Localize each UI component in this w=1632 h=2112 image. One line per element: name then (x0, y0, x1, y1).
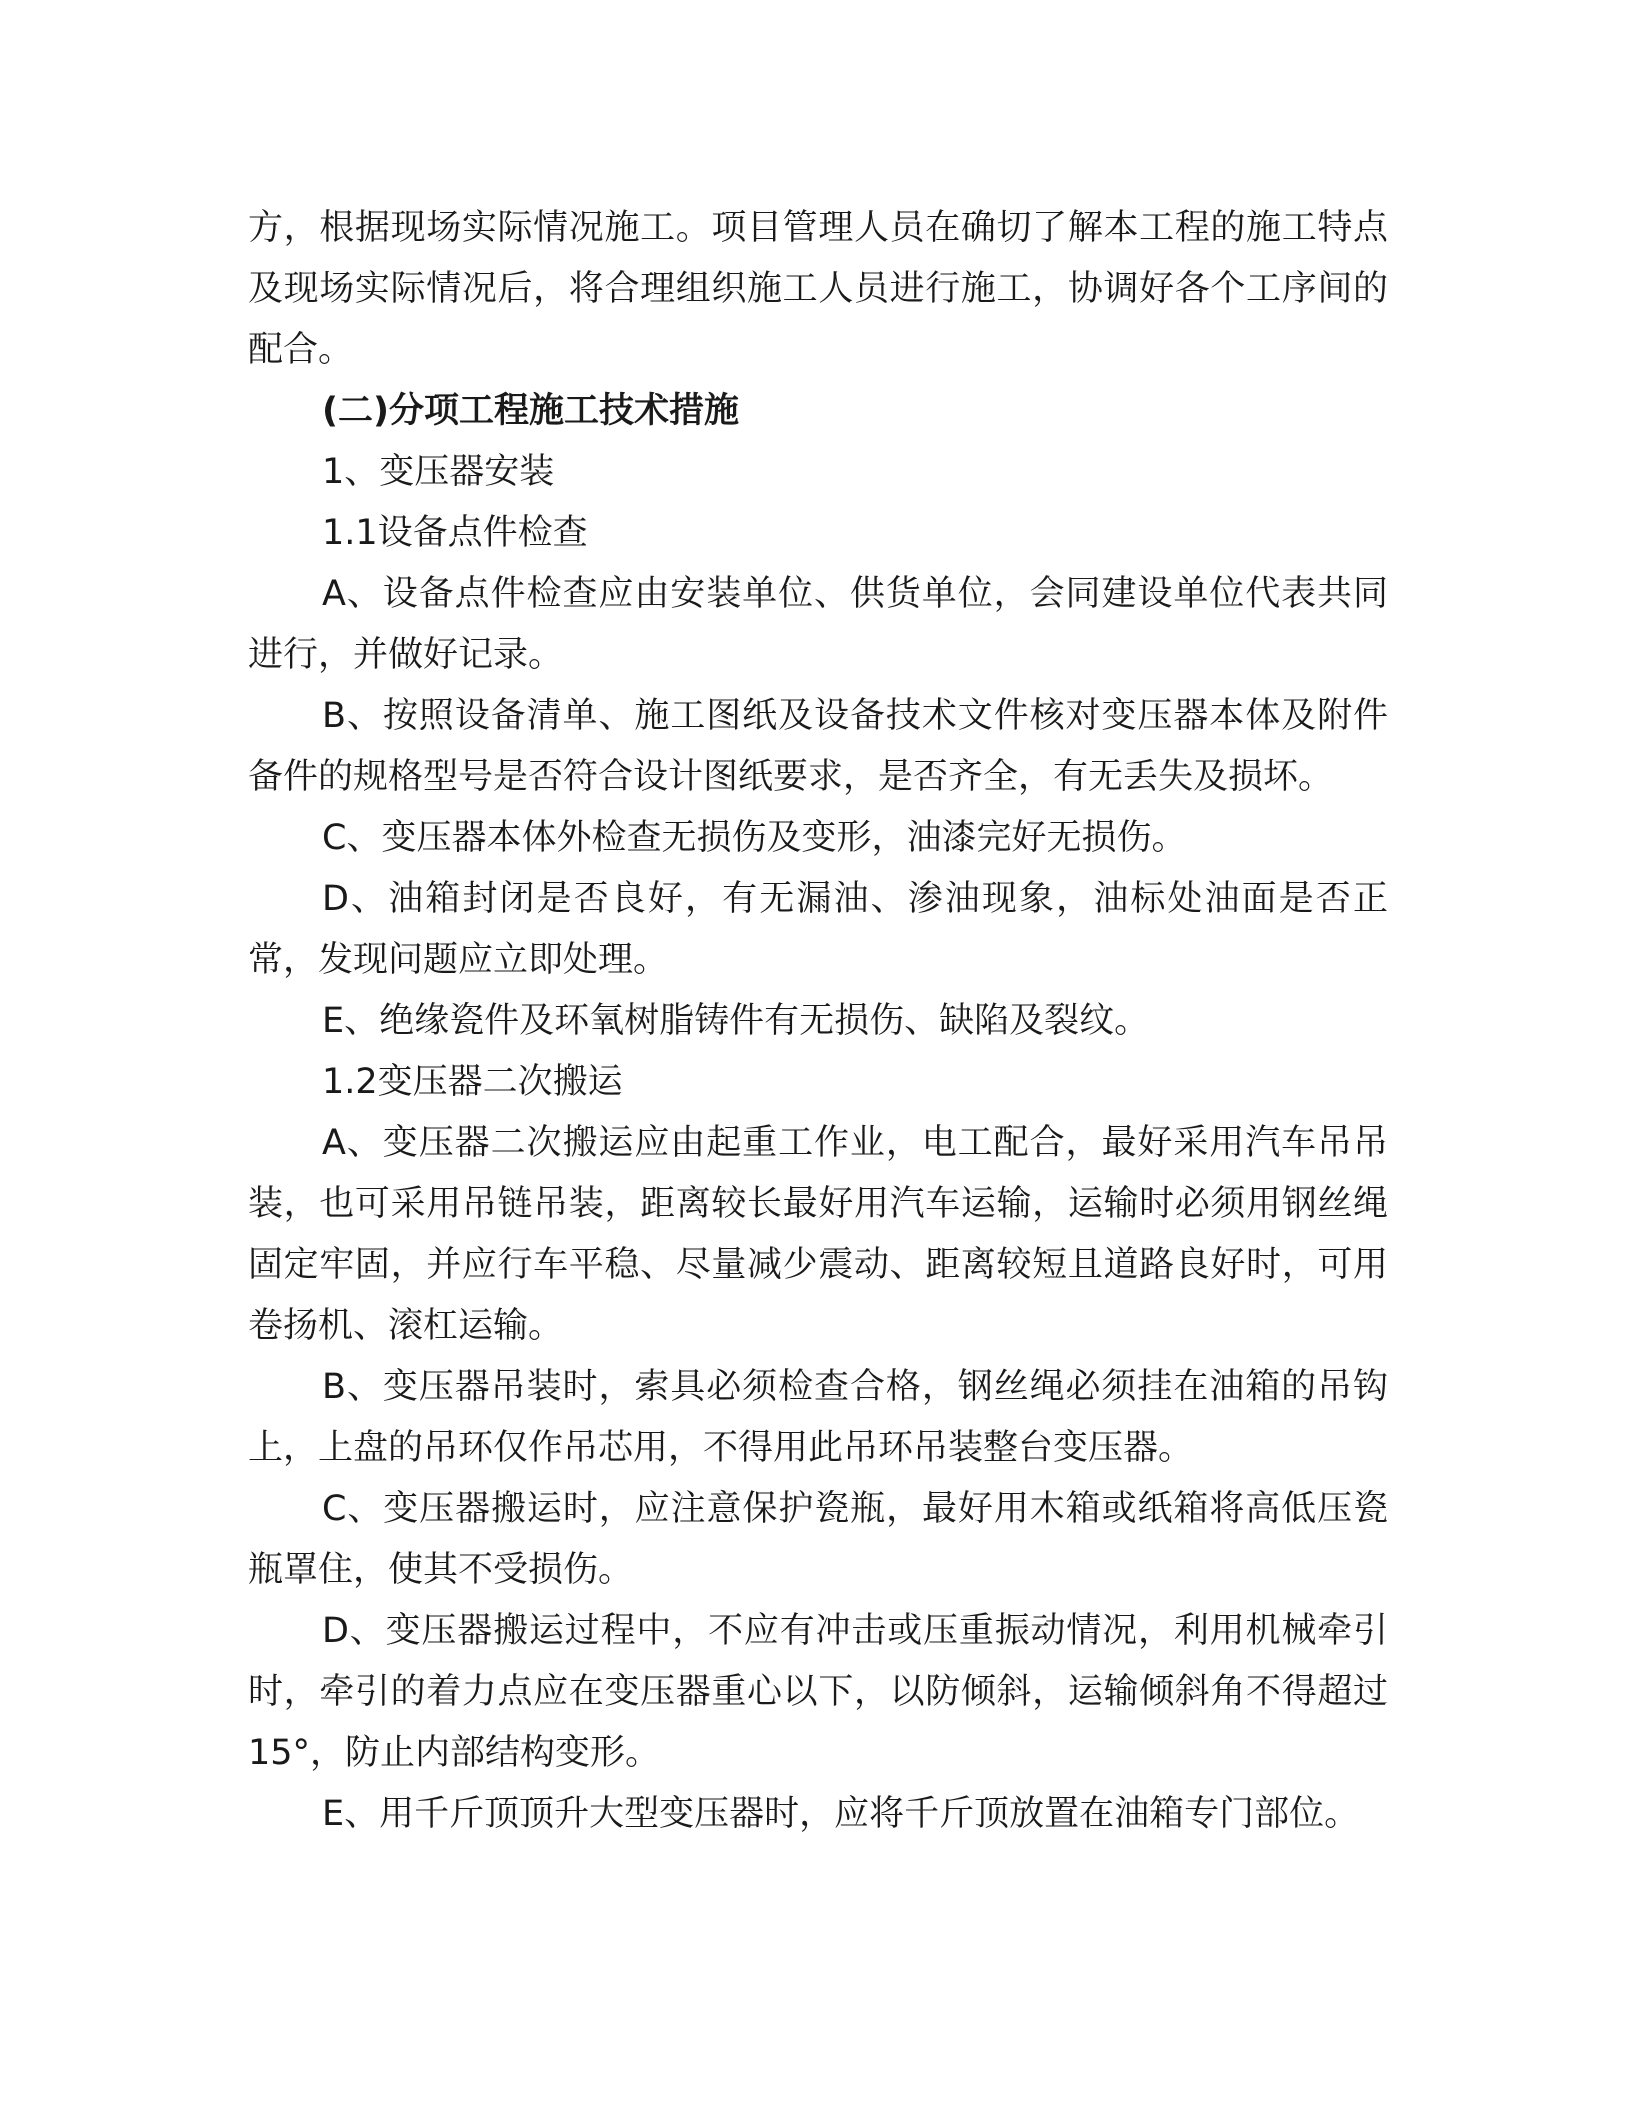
list-item: D、变压器搬运过程中，不应有冲击或压重振动情况，利用机械牵引时，牵引的着力点应在变压器重心以下，以防倾斜，运输倾斜角不得超过15°，防止内部结构变形。 (248, 1611, 1388, 1773)
list-item: D、油箱封闭是否良好，有无漏油、渗油现象，油标处油面是否正常，发现问题应立即处理。 (248, 879, 1388, 980)
list-item: C、变压器搬运时，应注意保护瓷瓶，最好用木箱或纸箱将高低压瓷瓶罩住，使其不受损伤。 (248, 1489, 1388, 1590)
continued-paragraph: 方，根据现场实际情况施工。项目管理人员在确切了解本工程的施工特点及现场实际情况后，将合理组织施工人员进行施工，协调好各个工序间的配合。 (248, 208, 1388, 370)
subsection-heading: 1、变压器安装 (322, 452, 555, 492)
list-item: E、用千斤顶顶升大型变压器时，应将千斤顶放置在油箱专门部位。 (322, 1794, 1360, 1834)
list-item: A、设备点件检查应由安装单位、供货单位，会同建设单位代表共同进行，并做好记录。 (248, 574, 1388, 675)
document-page (248, 198, 1388, 1845)
subsection-heading: 1.1设备点件检查 (322, 513, 588, 553)
list-item: B、按照设备清单、施工图纸及设备技术文件核对变压器本体及附件备件的规格型号是否符合设计图纸要求，是否齐全，有无丢失及损坏。 (248, 696, 1388, 797)
section-heading: (二)分项工程施工技术措施 (322, 391, 739, 431)
subsection-heading: 1.2变压器二次搬运 (322, 1062, 623, 1102)
list-item: E、绝缘瓷件及环氧树脂铸件有无损伤、缺陷及裂纹。 (322, 1001, 1150, 1041)
list-item: B、变压器吊装时，索具必须检查合格，钢丝绳必须挂在油箱的吊钩上，上盘的吊环仅作吊芯用，不得用此吊环吊装整台变压器。 (248, 1367, 1388, 1468)
list-item: A、变压器二次搬运应由起重工作业，电工配合，最好采用汽车吊吊装，也可采用吊链吊装，距离较长最好用汽车运输，运输时必须用钢丝绳固定牢固，并应行车平稳、尽量减少震动、距离较短且道路良好时，可用卷扬机、滚杠运输。 (248, 1123, 1388, 1346)
list-item: C、变压器本体外检查无损伤及变形，油漆完好无损伤。 (322, 818, 1187, 858)
